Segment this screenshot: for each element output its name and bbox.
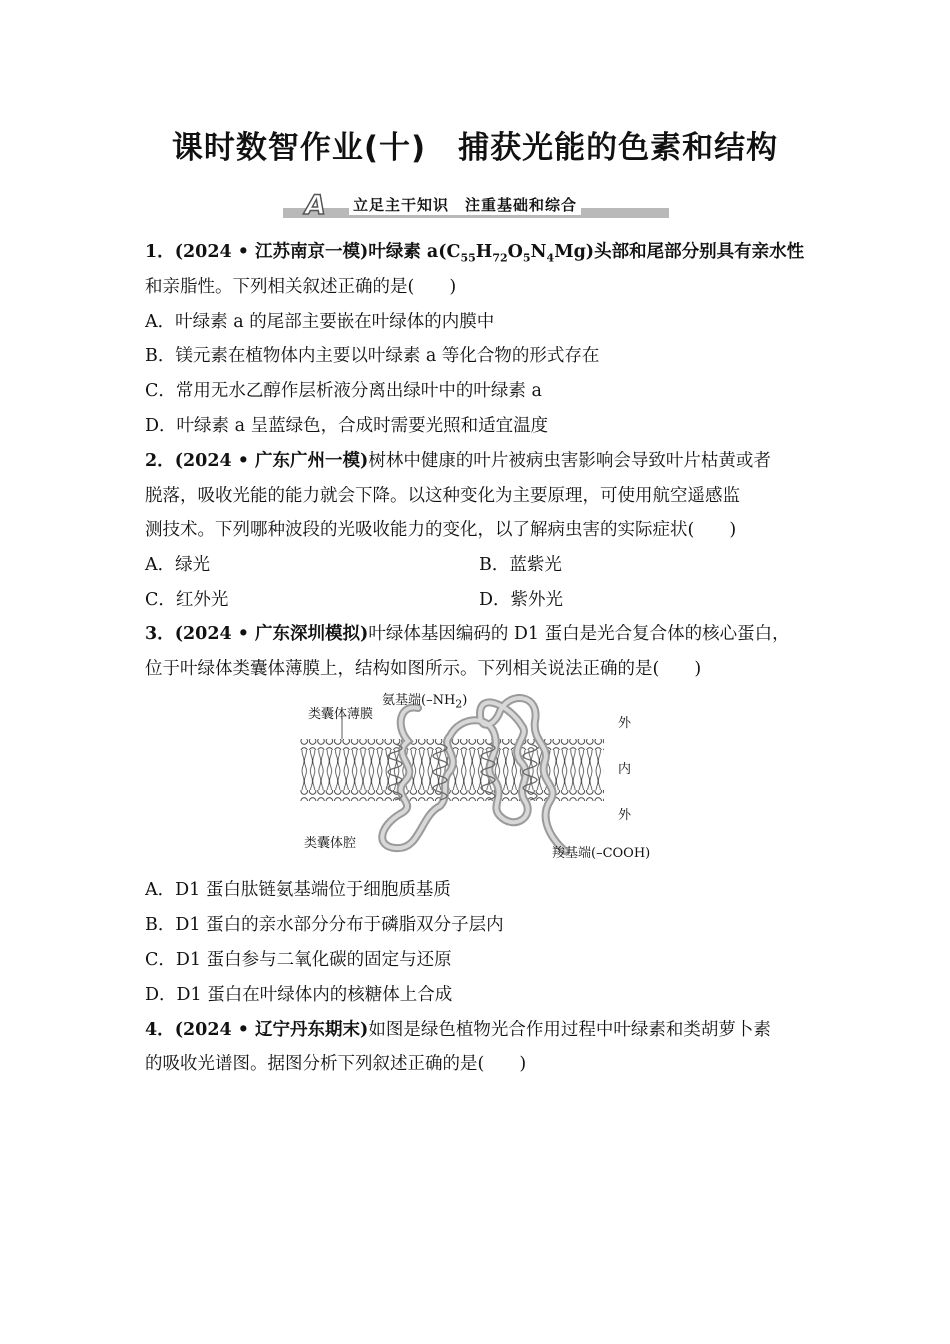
q3-option-d: D．D1 蛋白在叶绿体内的核糖体上合成 <box>145 985 453 1005</box>
banner-letter: A <box>305 190 326 221</box>
q2-number: 2． <box>145 451 175 471</box>
q4-stem-line1 <box>145 1018 771 1042</box>
q2-option-a: A．绿光 <box>145 555 211 575</box>
label-carboxyl-terminus: 羧基端(–COOH) <box>552 846 651 861</box>
q4-stem-line2: 的吸收光谱图。据图分析下列叙述正确的是( ) <box>145 1054 527 1074</box>
q3-source: (2024 • 广东深圳模拟) <box>174 624 369 644</box>
q2-stem-text: 树林中健康的叶片被病虫害影响会导致叶片枯黄或者 <box>368 451 771 471</box>
label-amino-subscript: 2 <box>455 697 463 711</box>
label-outside-top: 外 <box>618 716 632 731</box>
q3-option-b: B．D1 蛋白的亲水部分分布于磷脂双分子层内 <box>145 915 504 935</box>
d1-protein-diagram <box>300 686 660 864</box>
q3-stem-line1 <box>145 622 790 646</box>
q2-option-c: C．红外光 <box>145 590 229 610</box>
banner-text: 立足主干知识 注重基础和综合 <box>349 194 581 215</box>
q1-option-c: C．常用无水乙醇作层析液分离出绿叶中的叶绿素 a <box>145 381 542 401</box>
q1-number: 1． <box>145 242 175 262</box>
q2-stem-line1 <box>145 449 771 473</box>
q1-option-b: B．镁元素在植物体内主要以叶绿素 a 等化合物的形式存在 <box>145 346 600 366</box>
label-inside: 内 <box>618 762 632 777</box>
q2-source: (2024 • 广东广州一模) <box>174 451 369 471</box>
q1-source: (2024 • 江苏南京一模) <box>174 242 369 262</box>
q1-formula-start: 叶绿素 a(C <box>368 242 461 262</box>
section-banner <box>283 190 669 222</box>
q1-option-d: D．叶绿素 a 呈蓝绿色，合成时需要光照和适宜温度 <box>145 416 549 436</box>
q4-stem-text: 如图是绿色植物光合作用过程中叶绿素和类胡萝卜素 <box>368 1020 771 1040</box>
label-lumen: 类囊体腔 <box>304 836 357 851</box>
q2-stem-line3: 测技术。下列哪种波段的光吸收能力的变化，以了解病虫害的实际症状( ) <box>145 520 737 540</box>
label-amino-text: 氨基端(–NH <box>382 693 456 708</box>
label-outside-bottom: 外 <box>618 808 632 823</box>
q3-option-a: A．D1 蛋白肽链氨基端位于细胞质基质 <box>145 880 451 900</box>
q3-stem-text: 叶绿体基因编码的 D1 蛋白是光合复合体的核心蛋白， <box>368 624 790 644</box>
q2-option-d: D．紫外光 <box>479 590 564 610</box>
q2-option-b: B．蓝紫光 <box>479 555 562 575</box>
q1-stem-line2: 和亲脂性。下列相关叙述正确的是( ) <box>145 277 457 297</box>
q1-formula: $_{55}H_{72}O_5N_4$ <box>460 242 555 265</box>
q1-option-a: A．叶绿素 a 的尾部主要嵌在叶绿体的内膜中 <box>145 312 495 332</box>
q4-source: (2024 • 辽宁丹东期末) <box>174 1020 369 1040</box>
label-amino-terminus: 氨基端$(-NH_2)$ <box>382 693 468 711</box>
q1-stem-tail: Mg)头部和尾部分别具有亲水性 <box>554 242 805 262</box>
label-membrane: 类囊体薄膜 <box>308 707 374 722</box>
q3-option-c: C．D1 蛋白参与二氧化碳的固定与还原 <box>145 950 452 970</box>
q3-number: 3． <box>145 624 175 644</box>
q4-number: 4． <box>145 1020 175 1040</box>
q1-stem-line1 <box>145 240 804 271</box>
q3-stem-line2: 位于叶绿体类囊体薄膜上，结构如图所示。下列相关说法正确的是( ) <box>145 659 702 679</box>
page-title: 课时数智作业(十) 捕获光能的色素和结构 <box>171 130 779 166</box>
q2-stem-line2: 脱落，吸收光能的能力就会下降。以这种变化为主要原理，可使用航空遥感监 <box>145 486 740 506</box>
